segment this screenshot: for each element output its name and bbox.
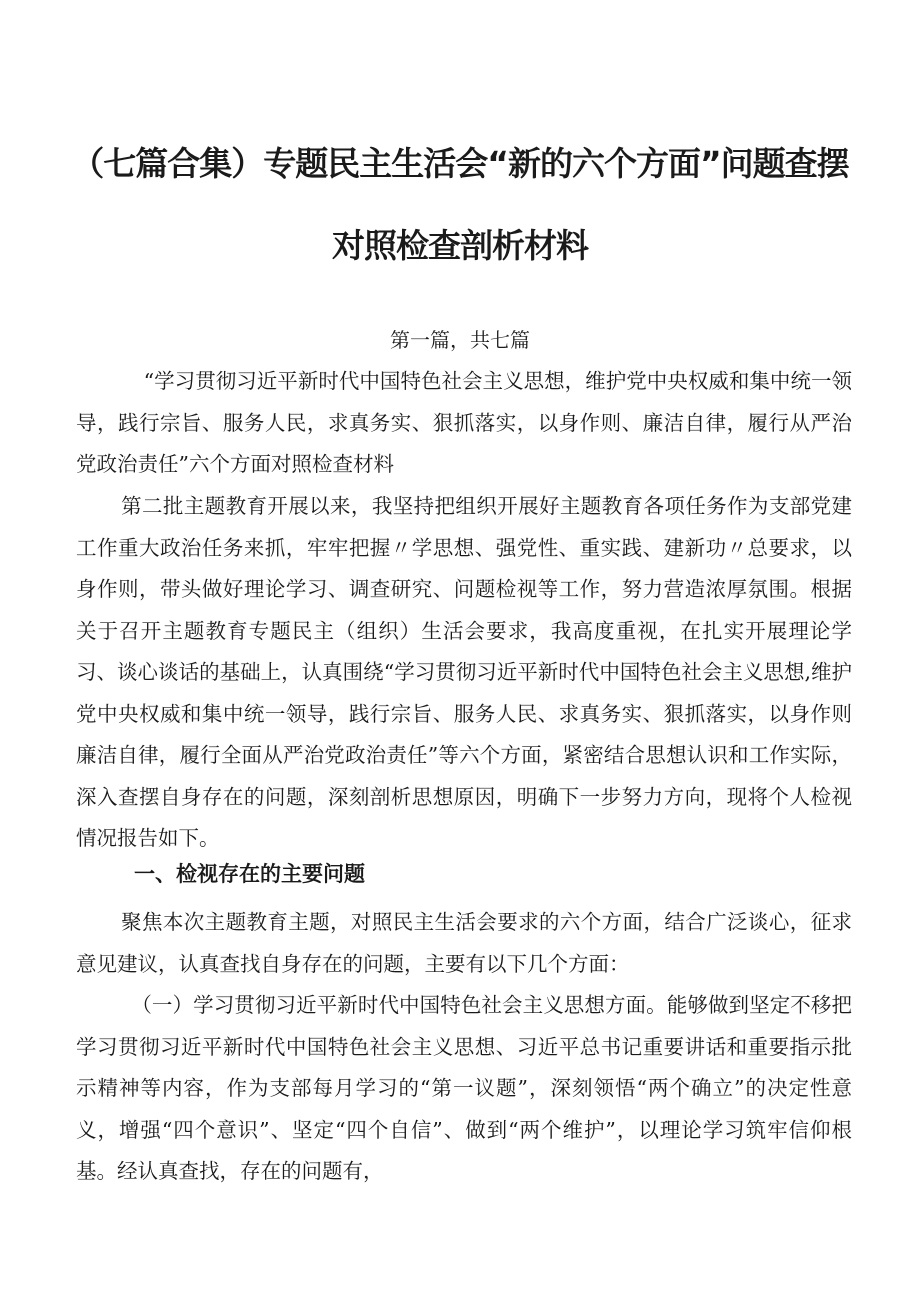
document-subtitle: 第一篇，共七篇 [390, 328, 530, 352]
paragraph-introduction: 第二批主题教育开展以来，我坚持把组织开展好主题教育各项任务作为支部党建工作重大政治任务来抓，牢牢把握〃学思想、强党性、重实践、建新功〃总要求，以身作则，带头做好理论学习、调查研究、问题检视等工作，努力营造浓厚氛围。根据关于召开主题教育专题民主（组织）生活会要求，我高度重视，在扎实开展理论学习、谈心谈话的基础上，认真围绕“学习贯彻习近平新时代中国特色社会主义思想,维护党中央权威和集中统一领导，践行宗旨、服务人民、求真务实、狠抓落实，以身作则廉洁自律，履行全面从严治党政治责任”等六个方面，紧密结合思想认识和工作实际，深入查摆自身存在的问题，深刻剖析思想原因，明确下一步努力方向，现将个人检视情况报告如下。 [76, 494, 852, 850]
paragraph-section-intro: 聚焦本次主题教育主题，对照民主生活会要求的六个方面，结合广泛谈心，征求意见建议，认真查找自身存在的问题，主要有以下几个方面： [76, 910, 852, 976]
document-title-line-1: （七篇合集）专题民主生活会“新的六个方面”问题查摆 [71, 144, 849, 183]
document-title-line-2: 对照检查剖析材料 [332, 226, 588, 265]
section-heading: 一、检视存在的主要问题 [134, 862, 365, 886]
paragraph-material-title: “学习贯彻习近平新时代中国特色社会主义思想，维护党中央权威和集中统一领导，践行宗旨、服务人民，求真务实、狠抓落实，以身作则、廉洁自律，履行从严治党政治责任”六个方面对照检查材料 [76, 369, 852, 476]
paragraph-item-one: （一）学习贯彻习近平新时代中国特色社会主义思想方面。能够做到坚定不移把学习贯彻习近平新时代中国特色社会主义思想、习近平总书记重要讲话和重要指示批示精神等内容，作为支部每月学习的“第一议题”，深刻领悟“两个确立”的决定性意义，增强“四个意识”、坚定“四个自信”、做到“两个维护”，以理论学习筑牢信仰根基。经认真查找，存在的问题有， [76, 993, 852, 1183]
